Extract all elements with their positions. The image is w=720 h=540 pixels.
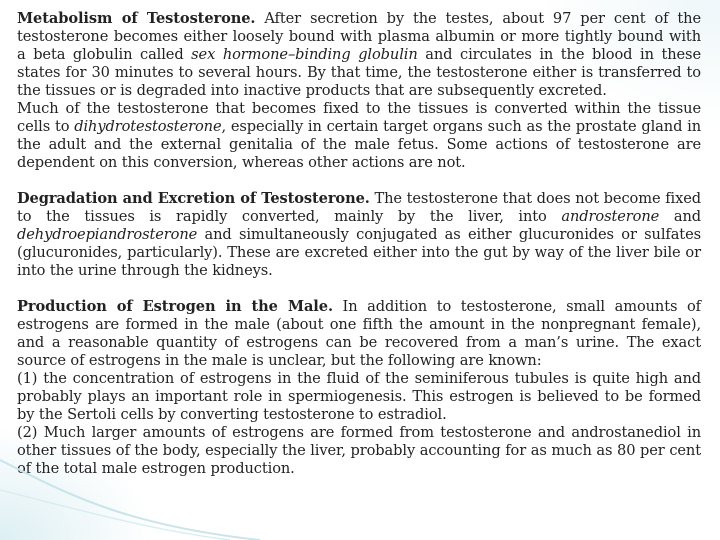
text-run: (1) the concentration of estrogens in the fluid of the seminiferous tubules is quite high and probably plays an important role in spermiogenesis. This estrogen is believed to be formed by the Sertoli cells by converting testosterone to estradiol. (17, 370, 701, 423)
text-run: Much of the testosterone that becomes fixed to the tissues is converted within the tissue cells to (17, 100, 701, 135)
text-run: , especially in certain target organs such as the prostate gland in the adult and the external genitalia of the male fetus. Some actions of testosterone are dependent on this conversion, whereas other actions are not. (17, 118, 702, 171)
text-run: and simultaneously conjugated as either glucuronides or sulfates (glucuronides, particularly). These are excreted either into the gut by way of the liver bile or into the urine through the kidneys. (17, 226, 701, 279)
section-3-paragraph-2 (17, 370, 701, 424)
section-1-paragraph-2 (17, 100, 701, 172)
section-3-paragraph-3 (17, 424, 701, 478)
section-spacer (17, 280, 701, 298)
text-run: (2) Much larger amounts of estrogens are formed from testosterone and androstanediol in other tissues of the body, especially the liver, probably accounting for as much as 80 per cent of the total male estrogen production. (17, 424, 701, 477)
text-run: and circulates in the blood in these states for 30 minutes to several hours. By that time, the testosterone either is transferred to the tissues or is degraded into inactive products that are subsequently excreted. (17, 46, 701, 99)
section-heading: Degradation and Excretion of Testosterone. (17, 190, 370, 207)
text-run: and (659, 208, 702, 225)
italic-term: dihydrotestosterone (74, 118, 222, 135)
section-heading: Metabolism of Testosterone. (17, 10, 256, 27)
document-body (17, 10, 701, 478)
italic-term: dehydroepiandrosterone (17, 226, 198, 243)
section-spacer (17, 172, 701, 190)
text-run: After secretion by the testes, about 97 per cent of the testosterone becomes either loosely bound with plasma albumin or more tightly bound with a beta globulin called (17, 10, 701, 63)
italic-term: sex hormone–binding globulin (191, 46, 418, 63)
text-run: In addition to testosterone, small amounts of estrogens are formed in the male (about one fifth the amount in the nonpregnant female), and a reasonable quantity of estrogens can be recovered from a man’s urine. The exact source of estrogens in the male is unclear, but the following are known: (17, 298, 701, 369)
italic-term: androsterone (561, 208, 660, 225)
section-heading: Production of Estrogen in the Male. (17, 298, 333, 315)
section-2-paragraph-1 (17, 190, 701, 280)
section-1-paragraph-1 (17, 10, 701, 100)
text-run: The testosterone that does not become fixed to the tissues is rapidly converted, mainly by the liver, into (17, 190, 701, 225)
section-3-paragraph-1 (17, 298, 701, 370)
